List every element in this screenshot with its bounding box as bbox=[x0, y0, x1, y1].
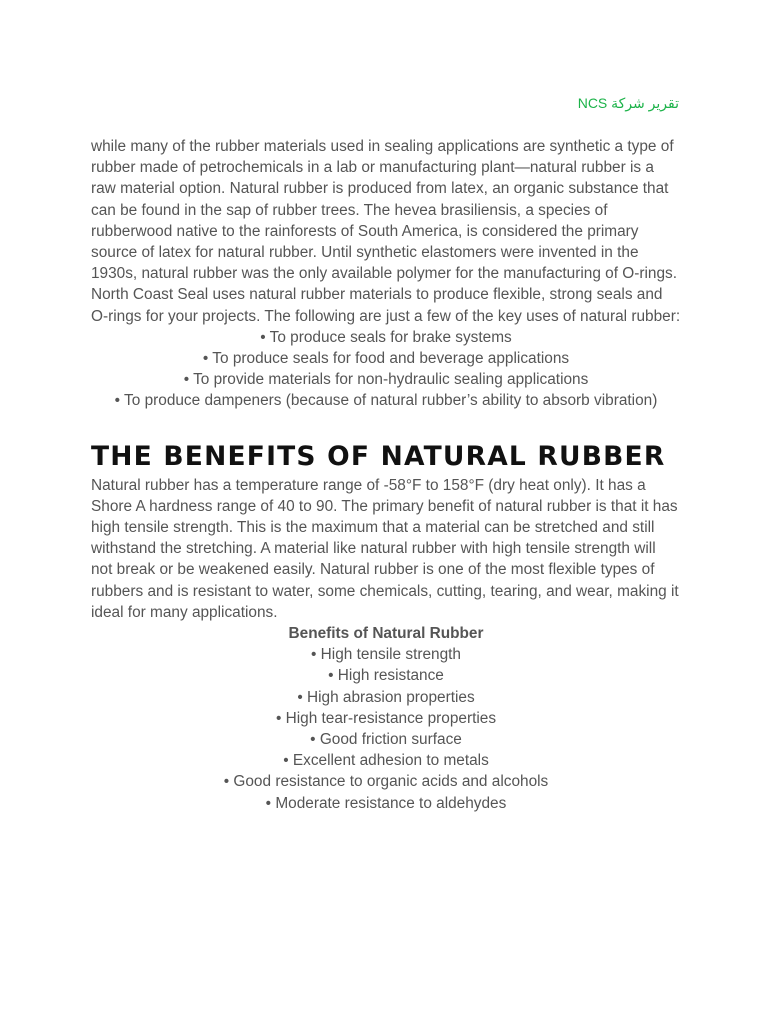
list-item: • High abrasion properties bbox=[297, 688, 475, 706]
list-item: • Good friction surface bbox=[310, 731, 462, 749]
list-item: • Good resistance to organic acids and alcohols bbox=[223, 773, 549, 791]
list-item: • High resistance bbox=[328, 667, 444, 685]
list-item: • Excellent adhesion to metals bbox=[283, 752, 489, 770]
list-item: • To provide materials for non-hydraulic sealing applications bbox=[183, 371, 589, 389]
document-content bbox=[91, 136, 681, 814]
section-title: THE BENEFITS OF NATURAL RUBBER bbox=[91, 440, 666, 472]
benefits-list bbox=[91, 644, 681, 814]
uses-list bbox=[91, 327, 681, 412]
header-tag: تقرير شركة NCS bbox=[577, 95, 679, 111]
list-item: • Moderate resistance to aldehydes bbox=[265, 794, 507, 812]
intro-paragraph: while many of the rubber materials used in sealing applications are synthetic a type of rubber made of petrochemicals in a lab or manufacturing plant—natural rubber is a raw material option. Natural rubber is produced from latex, an organic substance that can be found in the sap of rubber trees. The hevea brasiliensis, a species of rubberwood native to the rainforests of South America, is considered the primary source of latex for natural rubber. Until synthetic elastomers were invented in the 1930s, natural rubber was the only available polymer for the manufacturing of O-rings. North Coast Seal uses natural rubber materials to produce flexible, strong seals and O-rings for your projects. The following are just a few of the key uses of natural rubber: bbox=[91, 138, 681, 325]
list-item: • To produce seals for food and beverage applications bbox=[202, 350, 570, 368]
list-item: • To produce seals for brake systems bbox=[260, 328, 512, 346]
benefits-list-heading: Benefits of Natural Rubber bbox=[288, 625, 484, 643]
benefits-paragraph: Natural rubber has a temperature range of -58°F to 158°F (dry heat only). It has a Shore A hardness range of 40 to 90. The primary benefit of natural rubber is that it has high tensile strength. This is the maximum that a material can be stretched and still withstand the stretching. A material like natural rubber with high tensile strength will not break or be weakened easily. Natural rubber is one of the most flexible types of rubbers and is resistant to water, some chemicals, cutting, tearing, and wear, making it ideal for many applications. bbox=[91, 476, 679, 621]
list-item: • High tear-resistance properties bbox=[275, 709, 497, 727]
list-item: • High tensile strength bbox=[311, 646, 461, 664]
list-item: • To produce dampeners (because of natural rubber’s ability to absorb vibration) bbox=[114, 392, 658, 410]
